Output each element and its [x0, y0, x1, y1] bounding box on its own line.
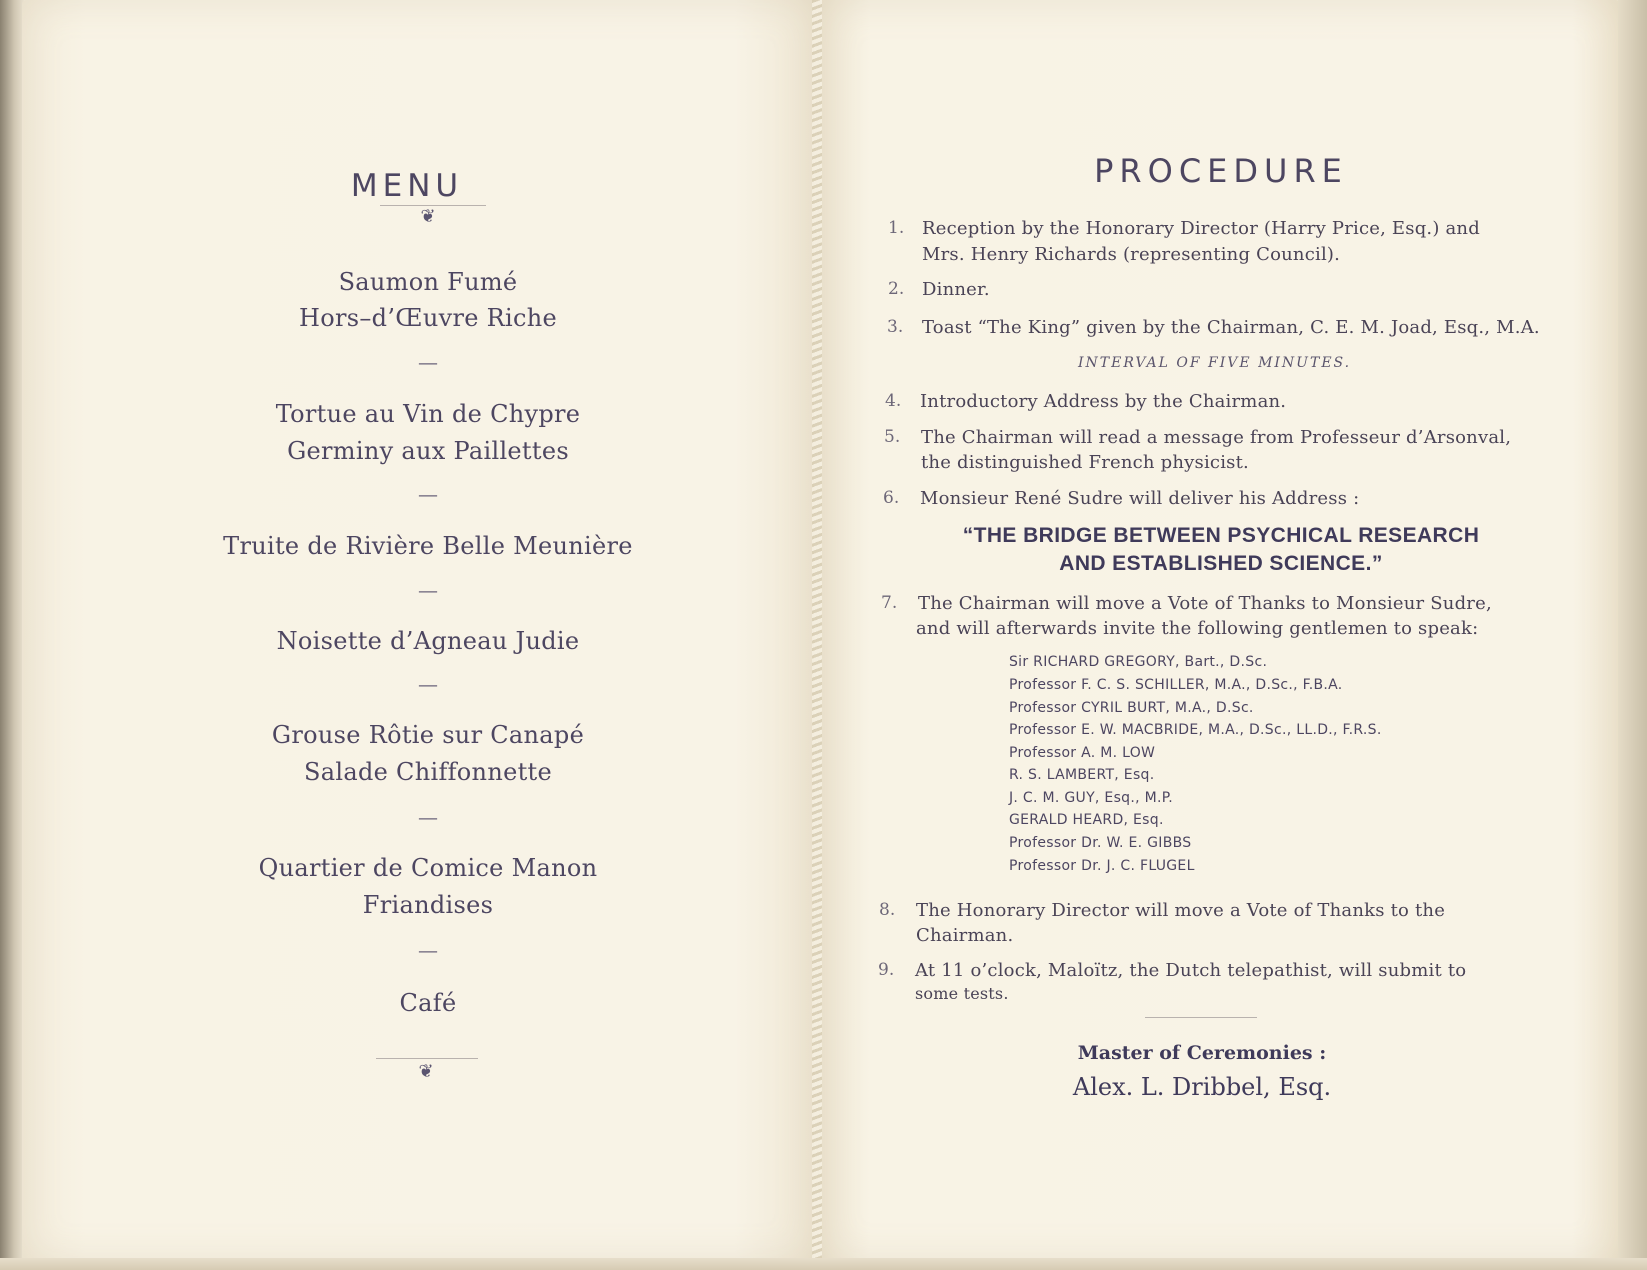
dish-1: Saumon Fumé — [338, 268, 518, 296]
procedure-title: PROCEDURE — [1094, 152, 1348, 190]
ornament-icon: ❦ — [420, 206, 436, 227]
dish-11: Café — [399, 989, 457, 1017]
dish-separator: — — [418, 938, 438, 962]
dish-7: Grouse Rôtie sur Canapé — [271, 721, 585, 749]
dish-2: Hors–d’Œuvre Riche — [298, 304, 558, 332]
dish-separator: — — [418, 578, 438, 602]
item-number: 5. — [884, 427, 901, 447]
dish-4: Germiny aux Paillettes — [287, 437, 569, 465]
booklet-bottom-edge — [0, 1258, 1647, 1270]
item-number: 7. — [881, 593, 898, 613]
dish-10: Friandises — [362, 891, 494, 919]
dish-separator: — — [418, 350, 438, 374]
procedure-line: Toast “The King” given by the Chairman, C. E. M. Joad, Esq., M.A. — [922, 317, 1540, 338]
procedure-line: the distinguished French physicist. — [921, 452, 1249, 473]
dish-3: Tortue au Vin de Chypre — [275, 400, 581, 428]
item-number: 4. — [885, 391, 902, 411]
procedure-line: The Honorary Director will move a Vote of Thanks to the — [916, 900, 1446, 921]
dish-6: Noisette d’Agneau Judie — [276, 627, 580, 655]
procedure-line: some tests. — [915, 984, 1009, 1003]
item-number: 3. — [887, 317, 904, 337]
speaker: Professor E. W. MACBRIDE, M.A., D.Sc., LL.D., F.R.S. — [1009, 722, 1382, 738]
item-number: 6. — [883, 488, 900, 508]
address-title: “THE BRIDGE BETWEEN PSYCHICAL RESEARCH — [962, 524, 1480, 547]
interval-note: INTERVAL OF FIVE MINUTES. — [1078, 355, 1352, 371]
speaker: Professor Dr. W. E. GIBBS — [1009, 835, 1192, 851]
procedure-line: Monsieur René Sudre will deliver his Address : — [920, 488, 1360, 509]
item-number: 9. — [878, 960, 895, 980]
speaker: R. S. LAMBERT, Esq. — [1009, 767, 1155, 783]
procedure-line: and will afterwards invite the following gentlemen to speak: — [916, 618, 1479, 639]
procedure-line: Dinner. — [922, 279, 990, 300]
address-title: AND ESTABLISHED SCIENCE.” — [1059, 552, 1383, 575]
procedure-line: Chairman. — [916, 925, 1014, 946]
procedure-line: The Chairman will read a message from Professeur d’Arsonval, — [921, 427, 1512, 448]
menu-bottom-rule — [376, 1058, 478, 1059]
speaker: Sir RICHARD GREGORY, Bart., D.Sc. — [1009, 654, 1268, 670]
procedure-line: Introductory Address by the Chairman. — [920, 391, 1287, 412]
speaker: Professor A. M. LOW — [1009, 745, 1156, 761]
item-number: 2. — [888, 279, 905, 299]
procedure-line: Reception by the Honorary Director (Harry Price, Esq.) and — [922, 218, 1480, 239]
procedure-line: At 11 o’clock, Maloïtz, the Dutch telepathist, will submit to — [915, 960, 1467, 981]
speaker: J. C. M. GUY, Esq., M.P. — [1009, 790, 1174, 806]
dish-separator: — — [418, 482, 438, 506]
dish-separator: — — [418, 672, 438, 696]
master-of-ceremonies-name: Alex. L. Dribbel, Esq. — [1072, 1073, 1332, 1101]
menu-title: MENU — [350, 168, 464, 204]
item-number: 1. — [888, 218, 905, 238]
speaker: Professor F. C. S. SCHILLER, M.A., D.Sc., F.B.A. — [1009, 677, 1343, 693]
speaker: Professor CYRIL BURT, M.A., D.Sc. — [1009, 700, 1254, 716]
procedure-line: Mrs. Henry Richards (representing Council). — [922, 244, 1341, 265]
booklet-right-edge — [1618, 0, 1647, 1270]
dish-5: Truite de Rivière Belle Meunière — [223, 532, 633, 560]
procedure-line: The Chairman will move a Vote of Thanks to Monsieur Sudre, — [918, 593, 1492, 614]
dish-separator: — — [418, 805, 438, 829]
master-of-ceremonies-label: Master of Ceremonies : — [1077, 1042, 1327, 1064]
dish-8: Salade Chiffonnette — [304, 758, 552, 786]
closing-rule — [1145, 1017, 1257, 1018]
item-number: 8. — [879, 900, 896, 920]
speaker: GERALD HEARD, Esq. — [1009, 812, 1164, 828]
ornament-icon: ❦ — [418, 1061, 434, 1082]
speaker: Professor Dr. J. C. FLUGEL — [1009, 858, 1195, 874]
dish-9: Quartier de Comice Manon — [258, 854, 598, 882]
